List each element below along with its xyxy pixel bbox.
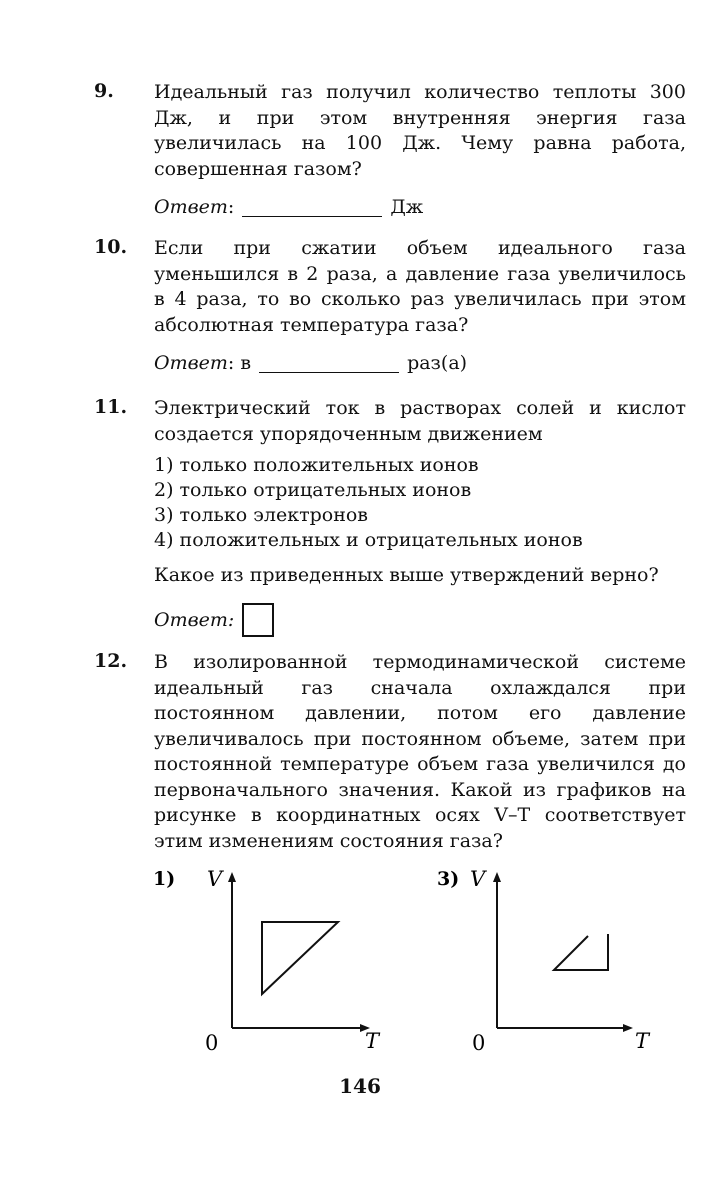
answer-blank[interactable] bbox=[242, 198, 382, 217]
question-text: Если при сжатии объем идеального газа уменьшился в 2 раза, а давление газа увеличилось в 4 раза, то во сколько раз увеличилась при этом абсолютная температура газа? bbox=[154, 237, 686, 336]
answer-line bbox=[154, 196, 686, 218]
question-9 bbox=[94, 80, 686, 218]
graph-label: 1) bbox=[153, 868, 176, 890]
question-number: 11. bbox=[94, 396, 128, 418]
question-12 bbox=[94, 650, 686, 854]
answer-label: Ответ bbox=[154, 196, 228, 218]
question-10 bbox=[94, 236, 686, 374]
answer-label: Ответ bbox=[154, 352, 228, 374]
graph-label: 3) bbox=[437, 868, 460, 890]
x-axis-label: T bbox=[635, 1029, 650, 1053]
option-3: 3) только электронов bbox=[154, 504, 369, 526]
question-number: 10. bbox=[94, 236, 128, 258]
option-1: 1) только положительных ионов bbox=[154, 454, 479, 476]
origin-label: 0 bbox=[205, 1031, 219, 1055]
question-number: 12. bbox=[94, 650, 128, 672]
question-text: Идеальный газ получил количество теплоты 300 Дж, и при этом внутренняя энергия газа увеличилась на 100 Дж. Чему равна работа, совершенная газом? bbox=[154, 81, 686, 180]
cycle-path bbox=[554, 934, 608, 970]
y-axis-label: V bbox=[470, 867, 486, 891]
answer-box[interactable] bbox=[242, 603, 274, 637]
question-11 bbox=[94, 396, 686, 637]
option-4: 4) положительных и отрицательных ионов bbox=[154, 529, 583, 551]
answer-label: Ответ: bbox=[154, 608, 235, 631]
question-text: Электрический ток в растворах солей и кислот создается упорядоченным движением bbox=[154, 397, 686, 445]
origin-label: 0 bbox=[472, 1031, 486, 1055]
page-number: 146 bbox=[339, 1074, 381, 1098]
y-axis-arrow-icon bbox=[493, 872, 501, 882]
options-list bbox=[154, 453, 686, 553]
graph-3 bbox=[420, 860, 670, 1060]
answer-colon: : в bbox=[227, 352, 252, 374]
answer-colon: : bbox=[227, 196, 235, 218]
y-axis-arrow-icon bbox=[228, 872, 236, 882]
y-axis-label: V bbox=[207, 867, 223, 891]
cycle-path bbox=[262, 922, 338, 994]
x-axis-arrow-icon bbox=[623, 1024, 633, 1032]
option-2: 2) только отрицательных ионов bbox=[154, 479, 472, 501]
question-text: В изолированной термодинамической системе идеальный газ сначала охлаждался при постоянном давлении, потом его давление увеличивалось при постоянном объеме, затем при постоянной температуре объем газа увеличился до первоначального значения. Какой из графиков на рисунке в координатных осях V–T соответствует этим изменениям состояния газа? bbox=[154, 651, 686, 852]
graph-1 bbox=[140, 860, 390, 1060]
answer-line bbox=[154, 603, 686, 637]
answer-blank[interactable] bbox=[259, 354, 399, 373]
question-number: 9. bbox=[94, 80, 114, 102]
answer-line bbox=[154, 352, 686, 374]
answer-unit: Дж bbox=[390, 196, 424, 218]
x-axis-label: T bbox=[365, 1029, 380, 1053]
answer-unit: раз(а) bbox=[407, 352, 468, 374]
question-prompt: Какое из приведенных выше утверждений верно? bbox=[154, 564, 659, 586]
